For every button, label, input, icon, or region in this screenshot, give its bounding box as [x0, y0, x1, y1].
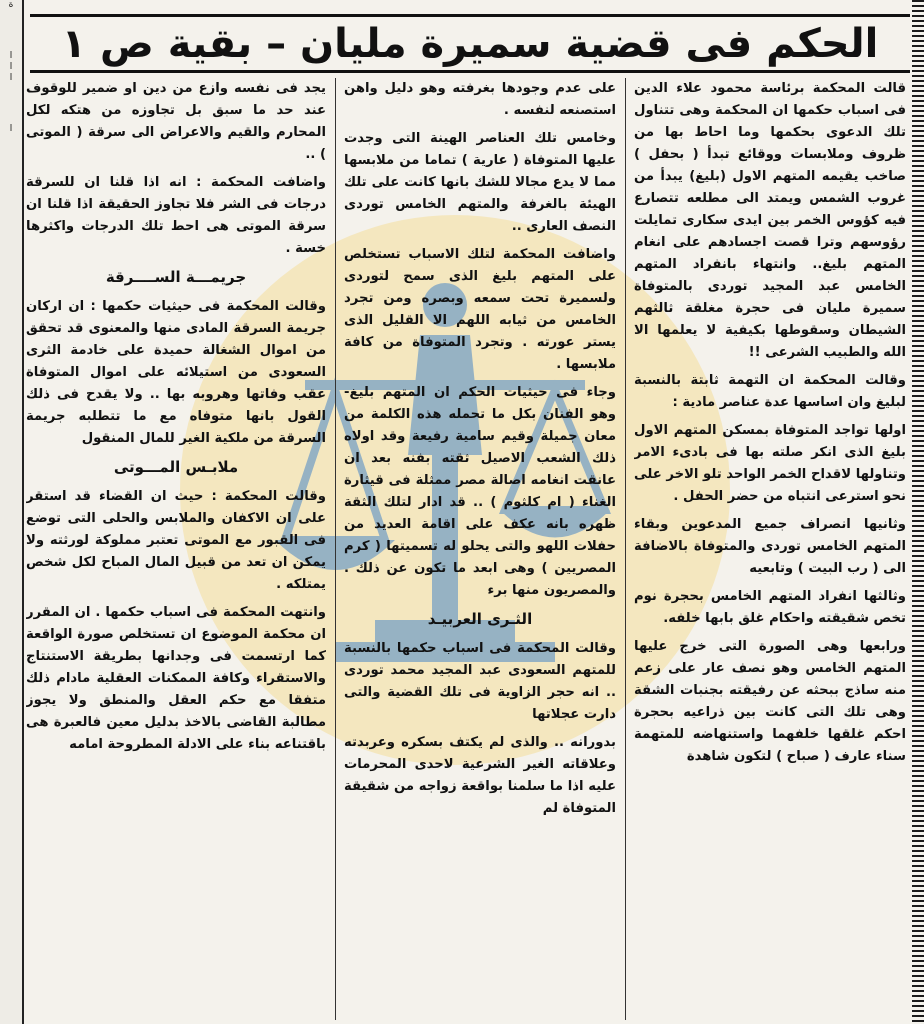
paragraph: واضافت المحكمة لتلك الاسباب تستخلص على المتهم بليغ الذى سمح لتوردى ولسميرة تحت سمعه وبصره ومن تجرد الخامس من ثيابه اللهم الا القليل الذى يستر عورته . وتجرد المتوفاة من كافة ملابسها .: [344, 247, 616, 372]
paragraph: وقالت المحكمة ان التهمة ثابتة بالنسبة لبليغ وان اساسها عدة عناصر مادية :: [634, 373, 906, 410]
previous-column-edge: [0, 0, 24, 1024]
column-divider: [335, 78, 336, 1020]
paragraph: وخامس تلك العناصر الهينة التى وجدت عليها المتوفاة ( عارية ) تماما من ملابسها مما لا يدع مجالا للشك بانها كانت على تلك الهيئة بالغرفة والمتهم الخامس توردى النصف العارى ..: [344, 131, 616, 234]
paragraph: وجاء فى حيثيات الحكم ان المتهم بليغ- وهو الفنان بكل ما تحمله هذه الكلمة من معان جميلة وقيم سامية رفيعة وقد اولاه ذلك الشعب الاصيل ثقته بفنه بعد ان عانقت انغامه اصالة مصر ممثلة فى قيثارة الغناء ( ام كلثوم ) .. قد ادار لتلك الثقة ظهره بانه عكف على اقامة العديد من حفلات اللهو والتى يحلو له تسميتها ( كرم المصريين ) وهى ابعد ما تكون عن ذلك . والمصريون منها برء: [344, 385, 616, 598]
paragraph: وقالت المحكمة : حيث ان القضاء قد استقر على ان الاكفان والملابس والحلى التى توضع فى القبور مع الموتى تعتبر مملوكة لورثته ولا يمكن ان تعد من قبيل المال المباح لكل شخص يمتلكه .: [26, 489, 326, 592]
paragraph: وانتهت المحكمة فى اسباب حكمها . ان المقرر ان محكمة الموضوع ان تستخلص صورة الواقعة كما ارتسمت فى وجدانها بطريقة الاستنتاج والاستقراء وكافة الممكنات العقلية مادام ذلك متفقا مع حكم العقل والمنطق ولا يجوز مطالبة القاضى بالاخذ بدليل معين فالعبرة هى باقتناعه بناء على الادلة المطروحة امامه: [26, 605, 326, 752]
subheading-dead-clothes: ملابـس المـــوتى: [113, 458, 239, 476]
paragraph: قالت المحكمة برئاسة محمود علاء الدين فى اسباب حكمها ان المحكمة وهى تتناول تلك الدعوى بحكمها وما احاط بها من ظروف وملابسات ووقائع تبدأ ( بحفل ) صاخب يقيمه المتهم الاول (بليغ) يبدأ من غروب الشمس ويمتد الى مطلعه تتصارع فيه كؤوس الخمر بين ايدى سكارى تمايلت رؤوسهم وترا قصت اجسادهم على انغام المتهم بليغ.. وانتهاء بانفراد المتهم الخامس عبد المجيد توردى بالمتوفاة سميرة مليان فى حجرة مغلقة ثالثهم الشيطان وسقوطها بكيفية لا يعلمها الا الله والطبيب الشرعى !!: [634, 81, 906, 360]
edge-glyph: ا: [9, 62, 13, 72]
paragraph: بدورانه .. والذى لم يكتف بسكره وعربدته وعلاقاته الغير الشرعية لاحدى المحرمات عليه اذا ما سلمنا بواقعة زواجه من شقيقة المتوفاة لم: [344, 735, 616, 816]
paragraph: على عدم وجودها بغرفته وهو دليل واهن استصنعه لنفسه .: [344, 81, 616, 118]
headline: الحكم فى قضية سميرة مليان – بقية ص ١: [61, 21, 879, 67]
paragraph: ورابعها وهى الصورة التى خرج عليها المتهم الخامس وهو نصف عار على زعم منه ساذج ببحثه عن رفيقته بجنبات الشقة وهى تلك التى كانت بين ذراعيه بحجرة احكم غلقها خلفهما واستنهاضه للمتهمة سناء عارف ( صباح ) لتكون شاهدة: [634, 639, 906, 764]
paragraph: وقالت المحكمة فى اسباب حكمها بالنسبة للمتهم السعودى عبد المجيد محمد توردى .. انه حجر الزاوية فى تلك القضية والتى دارت عجلاتها: [344, 641, 616, 722]
edge-glyph: ا: [9, 73, 13, 83]
paragraph: وثانيها انصراف جميع المدعوين وبقاء المتهم الخامس توردى والمتوفاة بالاضافة الى ( رب البيت ) وتابعيه: [634, 517, 906, 576]
article-column-middle: [344, 78, 616, 1022]
page-edge-border: [912, 0, 924, 1024]
headline-bottom-rule: [30, 70, 910, 73]
paragraph: واضافت المحكمة : انه اذا قلنا ان للسرقة درجات فى الشر فلا تجاوز الحقيقة اذا قلنا ان سرقة الموتى هى احط تلك الدرجات واكثرها خسة .: [26, 175, 326, 256]
paragraph: يجد فى نفسه وازع من دين او ضمير للوقوف عند حد ما سبق بل تجاوزه من هتكه لكل المحارم والقيم والاعراض الى سرقة ( الموتى ) ..: [26, 81, 326, 162]
subheading-rich-man: الثـرى العربيـد: [427, 610, 533, 628]
edge-glyph: ا: [9, 51, 13, 61]
article-column-left: [26, 78, 326, 1022]
headline-top-rule: [30, 14, 910, 17]
paragraph: وثالثها انفراد المتهم الخامس بحجرة نوم تخص شقيقته واحكام غلق بابها خلفه.: [634, 589, 906, 626]
column-divider: [625, 78, 626, 1020]
paragraph: اولها تواجد المتوفاة بمسكن المتهم الاول بليغ الذى انكر صلته بها فى بادىء الامر وتناولها لاقداح الخمر الواحد تلو الاخر على نحو استرعى انتباه من حضر الحفل .: [634, 423, 906, 504]
edge-glyph: ة: [8, 0, 14, 10]
article-column-right: [634, 78, 906, 1022]
edge-glyph: ا: [9, 124, 13, 134]
subheading-theft: جريمـــة الســــرقة: [105, 268, 247, 286]
paragraph: وقالت المحكمة فى حيثيات حكمها : ان اركان جريمة السرقة المادى منها والمعنوى قد تحقق من اموال الشغالة حميدة على خادمة الثرى السعودى من استيلائه على اموال المتوفاة عقب وفاتها وهروبه بها .. ولا يقدح فى ذلك القول بانها متوفاه مع ما تتطلبه جريمة السرقة من ملكية الغير للمال المنقول: [26, 299, 326, 446]
